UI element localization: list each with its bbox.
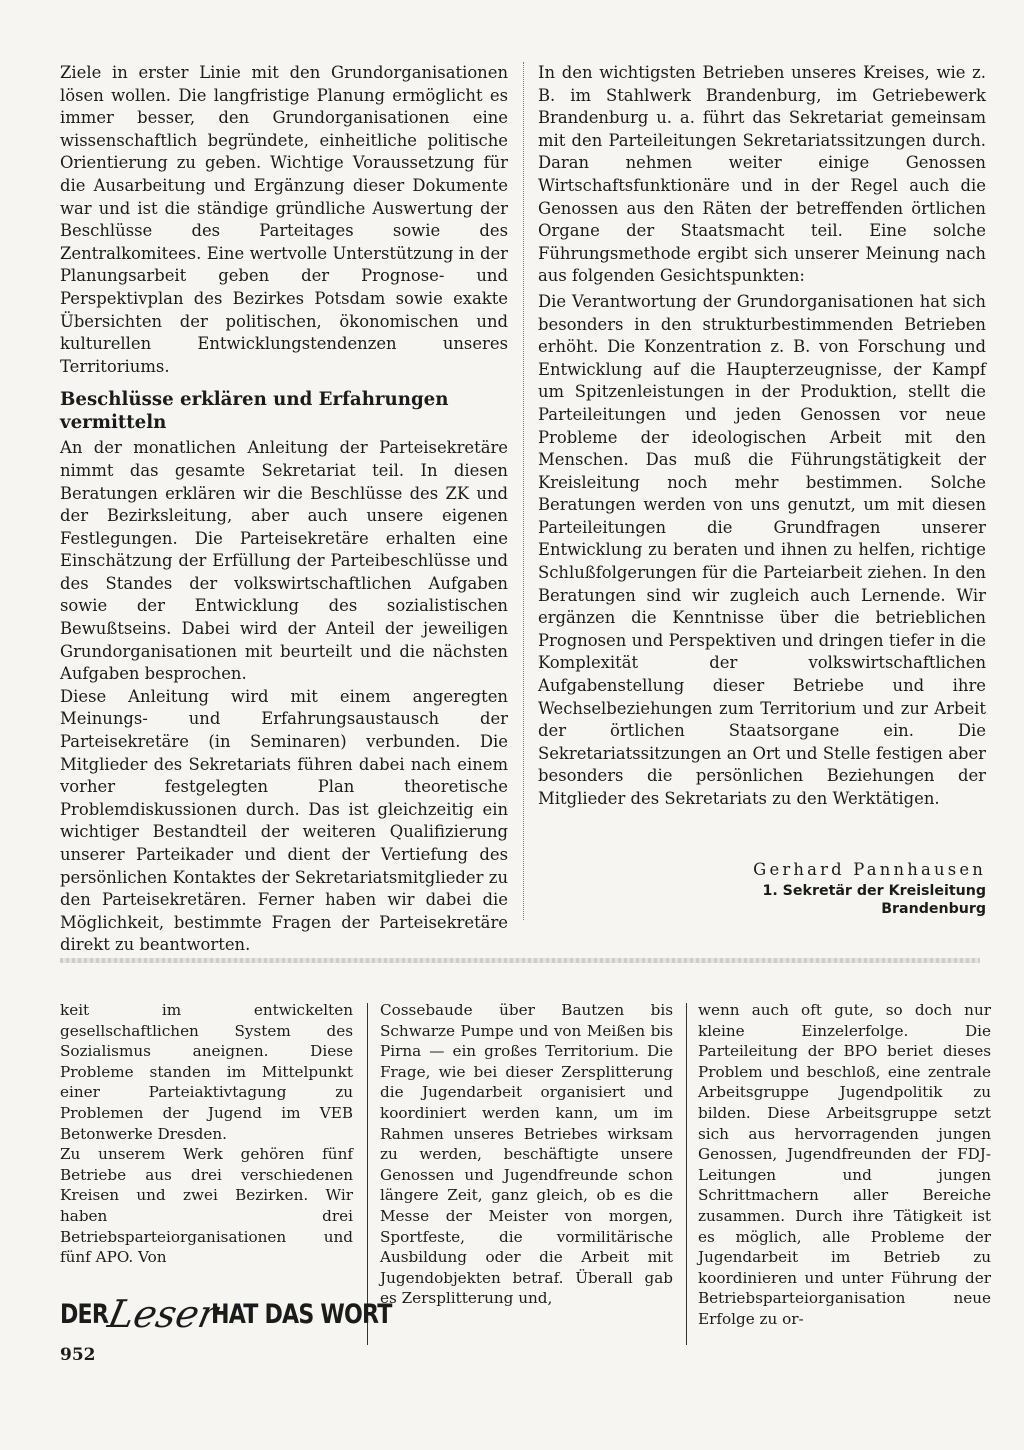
signature-block <box>753 858 986 918</box>
logo-leser: Leser <box>103 1292 222 1336</box>
paragraph-planning: Ziele in erster Linie mit den Grundorganisationen lösen wollen. Die langfristige Planung ermöglicht es immer besser, den Grundorganisationen eine wissenschaftlich begründete, einheitliche politische Orientierung zu geben. Wichtige Voraussetzung für die Ausarbeitung und Ergänzung dieser Dokumente war und ist die ständige gründliche Auswertung der Beschlüsse des Parteitages sowie des Zentralkomitees. Eine wertvolle Unterstützung in der Planungsarbeit geben der Prognose- und Perspektivplan des Bezirkes Potsdam sowie exakte Übersichten der politischen, ökonomischen und kulturellen Entwicklungstendenzen unseres Territoriums. <box>60 63 508 376</box>
paragraph-guidance: An der monatlichen Anleitung der Parteisekretäre nimmt das gesamte Sekretariat teil. In diesen Beratungen erklären wir die Beschlüsse des ZK und der Bezirksleitung, aber auch unsere eigenen Festlegungen. Die Parteisekretäre erhalten eine Einschätzung der Erfüllung der Parteibeschlüsse und des Standes der volkswirtschaftlichen Aufgaben sowie der Entwicklung des sozialistischen Bewußtseins. Dabei wird der Anteil der jeweiligen Grundorganisationen mit beurteilt und die nächsten Aufgaben besprochen. <box>60 438 508 684</box>
bottom-column-1 <box>60 1000 353 1268</box>
der-leser-hat-das-wort-logo <box>60 1292 392 1336</box>
author-location: Brandenburg <box>881 901 986 917</box>
top-left-column <box>60 62 508 957</box>
paragraph-enterprise-structure: Zu unserem Werk gehören fünf Betriebe aus drei verschiedenen Kreisen und zwei Bezirken. Wir haben drei Betriebsparteiorganisationen und fünf APO. Von <box>60 1145 353 1267</box>
paragraph-responsibility: Die Verantwortung der Grundorganisationen hat sich besonders in den strukturbestimmenden Betrieben erhöht. Die Konzentration z. B. von Forschung und Entwicklung auf die Haupterzeugnisse, der Kampf um Spitzenleistungen in der Produktion, stellt die Parteileitungen und jeden Genossen vor neue Probleme der ideologischen Arbeit mit den Menschen. Das muß die Führungstätigkeit der Kreisleitung noch mehr bestimmen. Solche Beratungen werden von uns genutzt, um mit diesen Parteileitungen die Grundfragen unserer Entwicklung zu beraten und ihnen zu helfen, richtige Schlußfolgerungen für die Parteiarbeit ziehen. In den Beratungen sind wir zugleich auch Lernende. Wir ergänzen die Kenntnisse über die betrieblichen Prognosen und Perspektiven und dringen tiefer in die Komplexität der volkswirtschaftlichen Aufgabenstellung dieser Betriebe und ihre Wechselbeziehungen zum Territorium und zur Arbeit der örtlichen Staatsorgane ein. Die Sekretariatssitzungen an Ort und Stelle festigen aber besonders die persönlichen Beziehungen der Mitglieder des Sekretariats zu den Werktätigen. <box>538 291 986 808</box>
logo-hat-das-wort: HAT DAS WORT <box>210 1298 392 1330</box>
top-right-column <box>538 62 986 811</box>
bottom-column-2 <box>380 1000 673 1309</box>
column-rule <box>686 1003 687 1345</box>
paragraph-working-group: wenn auch oft gute, so doch nur kleine Einzelerfolge. Die Parteileitung der BPO beriet dieses Problem und beschloß, eine zentrale Arbeitsgruppe Jugendpolitik zu bilden. Diese Arbeitsgruppe setzt sich aus hervorragenden jungen Genossen, Jugendfreunden der FDJ-Leitungen und jungen Schrittmachern aller Bereiche zusammen. Durch ihre Tätigkeit ist es möglich, alle Probleme der Jugendarbeit im Betrieb zu koordinieren und unter Führung der Betriebsparteiorganisation neue Erfolge zu or- <box>698 1001 991 1328</box>
section-separator <box>60 958 980 963</box>
paragraph-seminars: Diese Anleitung wird mit einem angeregten Meinungs- und Erfahrungsaustausch der Parteisekretäre (in Seminaren) verbunden. Die Mitglieder des Sekretariats führen dabei nach einem vorher festgelegten Plan theoretische Problemdiskussionen durch. Das ist gleichzeitig ein wichtiger Bestandteil der weiteren Qualifizierung unserer Parteikader und dient der Vertiefung des persönlichen Kontaktes der Sekretariatsmitglieder zu den Parteisekretären. Ferner haben wir dabei die Möglichkeit, bestimmte Fragen der Parteisekretäre direkt zu beantworten. <box>60 686 508 955</box>
page-number: 952 <box>60 1345 96 1365</box>
paragraph-enterprises: In den wichtigsten Betrieben unseres Kreises, wie z. B. im Stahlwerk Brandenburg, im Getriebewerk Brandenburg u. a. führt das Sekretariat gemeinsam mit den Parteileitungen Sekretariatssitzungen durch. Daran nehmen weiter einige Genossen Wirtschaftsfunktionäre und in der Regel auch die Genossen aus den Räten der betreffenden örtlichen Organe der Staatsmacht teil. Eine solche Führungsmethode ergibt sich unserer Meinung nach aus folgenden Gesichtspunkten: <box>538 63 986 286</box>
author-name: Gerhard Pannhausen <box>753 860 986 879</box>
logo-der: DER <box>60 1298 109 1330</box>
paragraph-territory: Cossebaude über Bautzen bis Schwarze Pumpe und von Meißen bis Pirna — ein großes Territorium. Die Frage, wie bei dieser Zersplitterung die Jugendarbeit organisiert und koordiniert werden kann, um im Rahmen unseres Betriebes wirksam zu werden, beschäftigte unsere Genossen und Jugendfreunde schon längere Zeit, ganz gleich, ob es die Messe der Meister von morgen, Sportfeste, die vormilitärische Ausbildung oder die Arbeit mit Jugendobjekten betraf. Überall gab es Zersplitterung und, <box>380 1001 673 1308</box>
bottom-column-3 <box>698 1000 991 1330</box>
column-rule <box>367 1003 368 1345</box>
column-divider <box>523 62 524 920</box>
section-heading: Beschlüsse erklären und Erfahrungen vermitteln <box>60 389 449 434</box>
author-role: 1. Sekretär der Kreisleitung <box>762 883 986 899</box>
paragraph-socialism: keit im entwickelten gesellschaftlichen System des Sozialismus aneignen. Diese Probleme standen im Mittelpunkt einer Parteiaktivtagung zu Problemen der Jugend im VEB Betonwerke Dresden. <box>60 1001 353 1143</box>
